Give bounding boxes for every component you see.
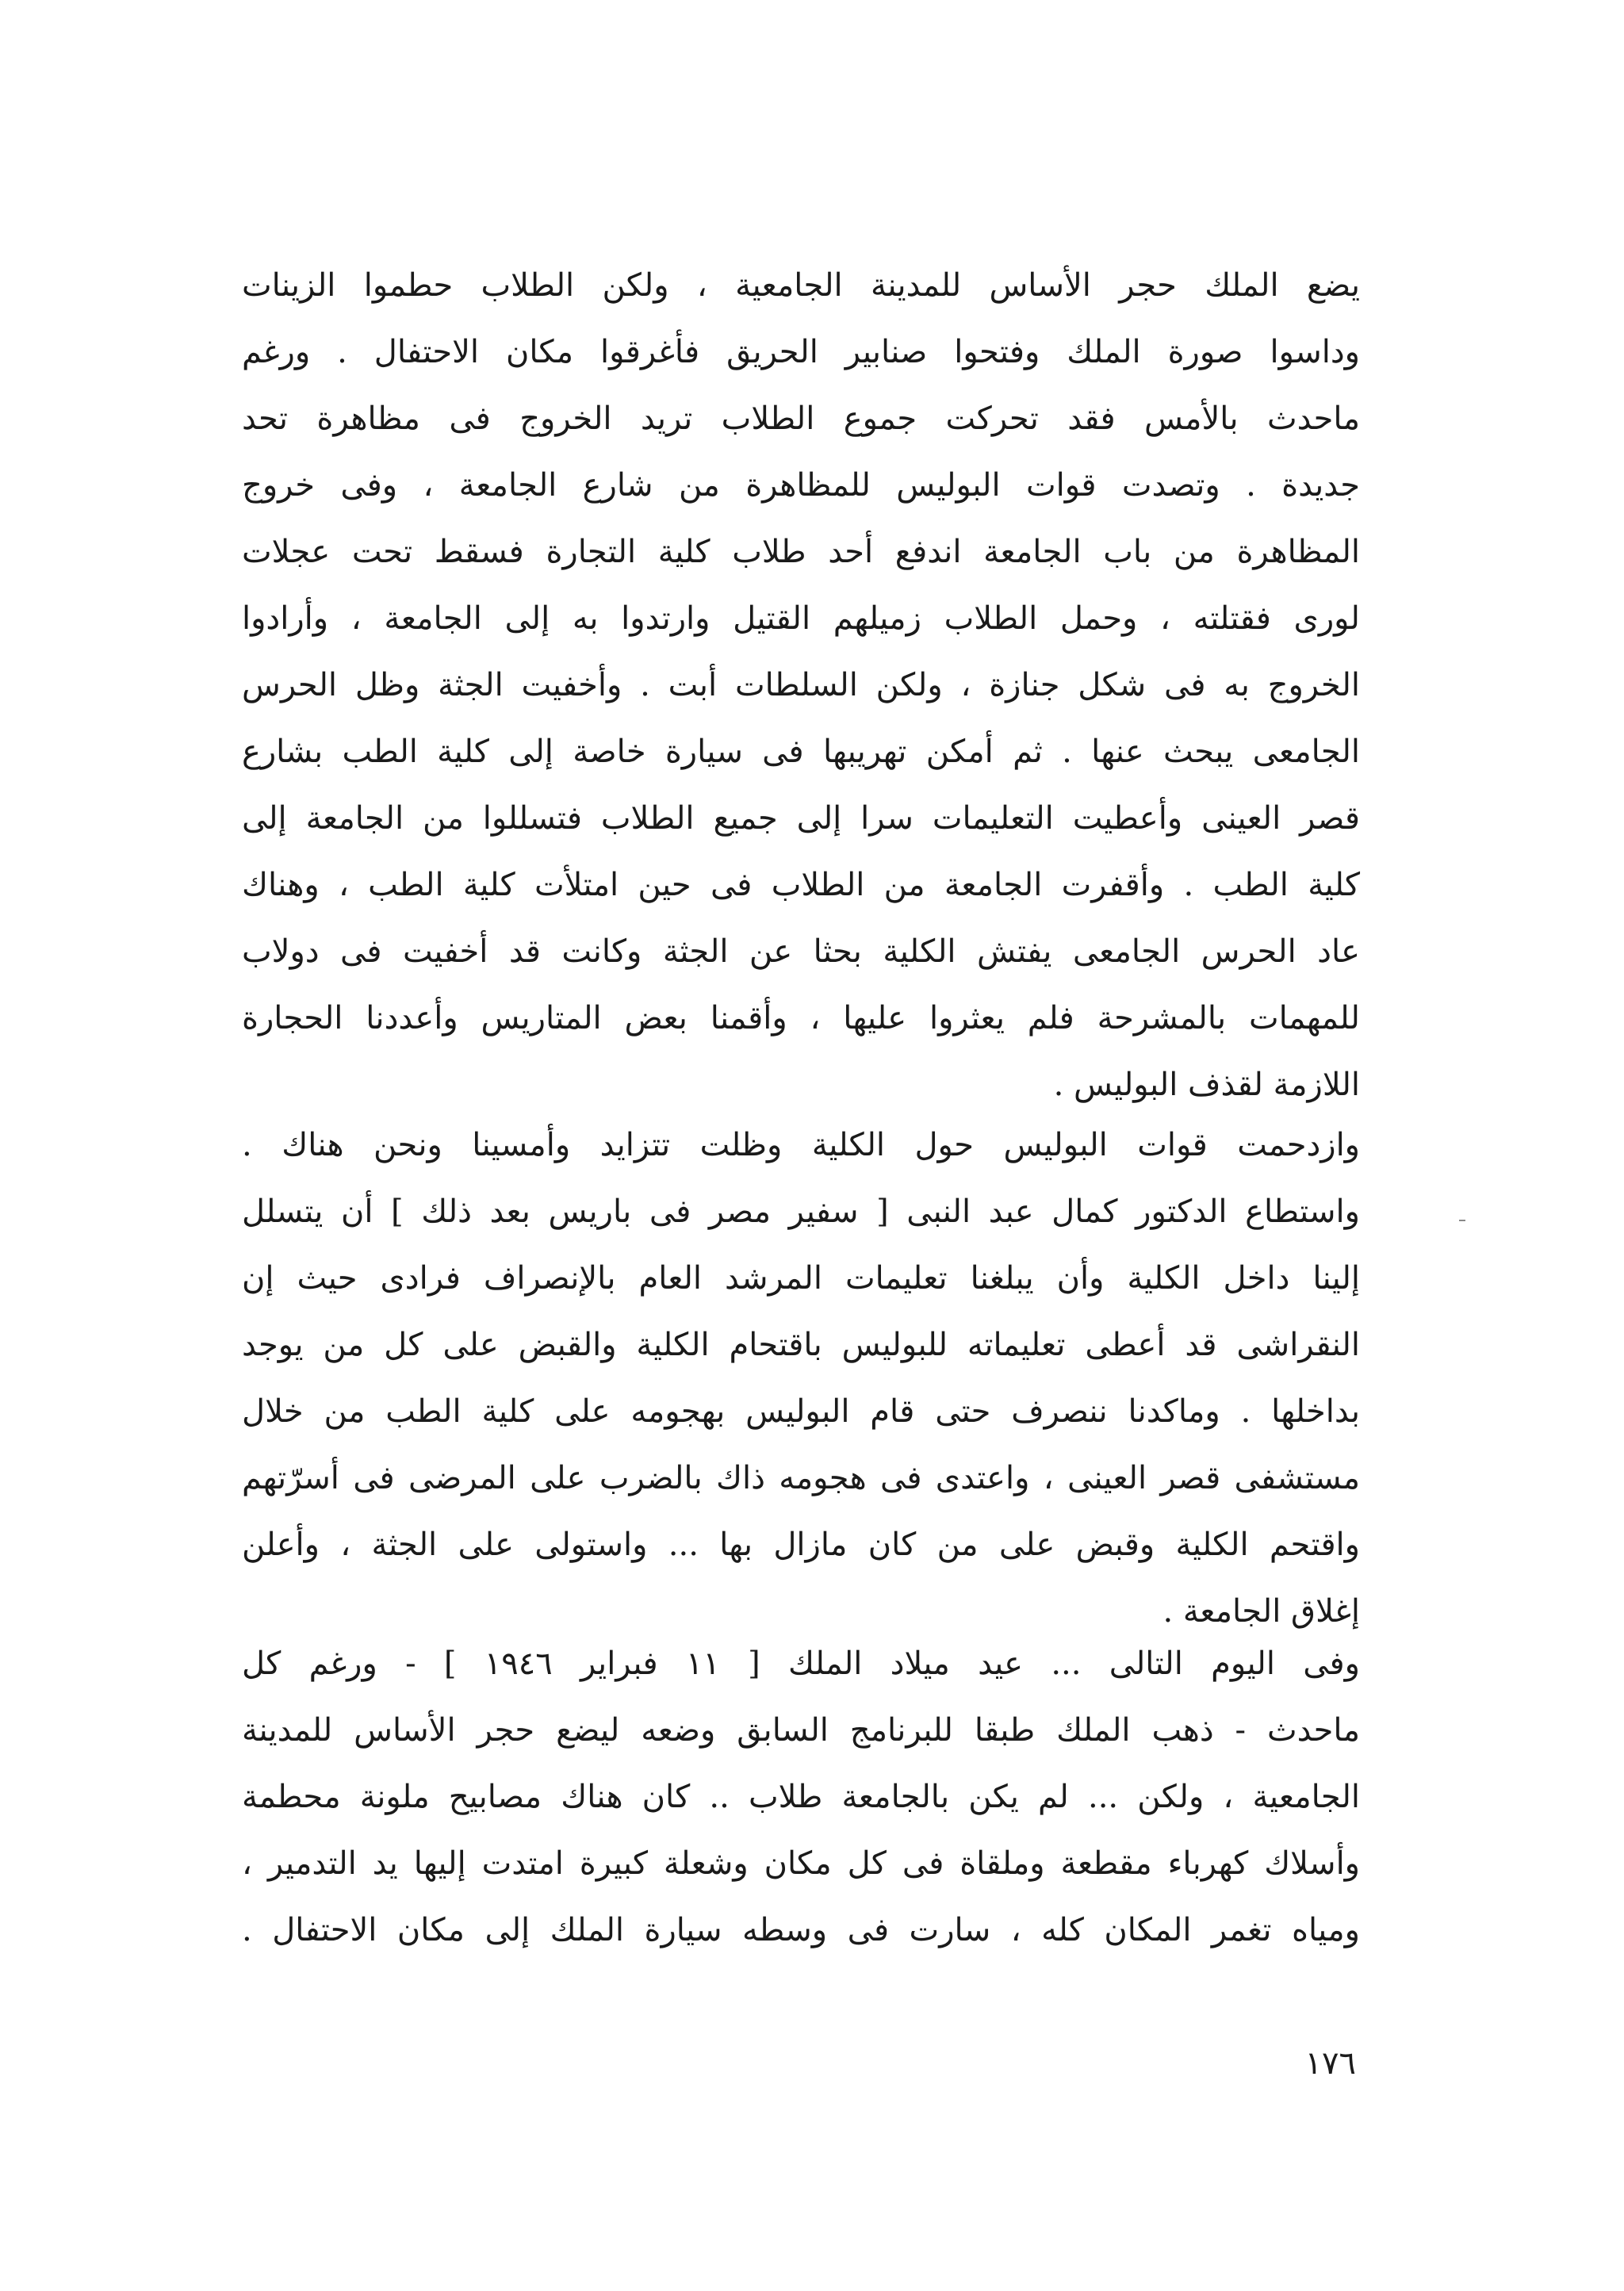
text-line: اللازمة لقذف البوليس . [1053, 1067, 1360, 1103]
text-line: جديدة . وتصدت قوات البوليس للمظاهرة من شارع الجامعة ، وفى خروج [242, 467, 1360, 504]
text-line: المظاهرة من باب الجامعة اندفع أحد طلاب كلية التجارة فسقط تحت عجلات [242, 534, 1360, 570]
text-line: عاد الحرس الجامعى يفتش الكلية بحثا عن الجثة وكانت قد أخفيت فى دولاب [242, 933, 1360, 970]
text-line: واقتحم الكلية وقبض على من كان مازال بها ... واستولى على الجثة ، وأعلن [242, 1527, 1360, 1563]
text-line: إغلاق الجامعة . [1162, 1593, 1360, 1630]
text-line: وأسلاك كهرباء مقطعة وملقاة فى كل مكان وشعلة كبيرة امتدت إليها يد التدمير ، [242, 1845, 1360, 1882]
text-line: ومياه تغمر المكان كله ، سارت فى وسطه سيارة الملك إلى مكان الاحتفال . [242, 1912, 1360, 1948]
text-line: بداخلها . وماكدنا ننصرف حتى قام البوليس بهجومه على كلية الطب من خلال [242, 1393, 1360, 1430]
text-line: الجامعى يبحث عنها . ثم أمكن تهريبها فى سيارة خاصة إلى كلية الطب بشارع [242, 734, 1360, 770]
paragraph-3 [242, 1630, 1360, 1963]
text-line: النقراشى قد أعطى تعليماته للبوليس باقتحام الكلية والقبض على كل من يوجد [242, 1327, 1360, 1363]
text-line: كلية الطب . وأقفرت الجامعة من الطلاب فى حين امتلأت كلية الطب ، وهناك [242, 867, 1360, 903]
text-line: الخروج به فى شكل جنازة ، ولكن السلطات أبت . وأخفيت الجثة وظل الحرس [242, 667, 1360, 703]
text-line: قصر العينى وأعطيت التعليمات سرا إلى جميع الطلاب فتسللوا من الجامعة إلى [242, 800, 1360, 837]
text-line: للمهمات بالمشرحة فلم يعثروا عليها ، وأقمنا بعض المتاريس وأعددنا الحجارة [242, 1000, 1360, 1036]
page-number: ١٧٦ [1304, 2045, 1356, 2082]
paragraph-1 [242, 252, 1360, 1118]
text-line: واستطاع الدكتور كمال عبد النبى [ سفير مصر فى باريس بعد ذلك ] أن يتسلل [242, 1193, 1360, 1230]
text-line: يضع الملك حجر الأساس للمدينة الجامعية ، ولكن الطلاب حطموا الزينات [242, 267, 1360, 304]
text-line: ماحدث - ذهب الملك طبقا للبرنامج السابق وضعه ليضع حجر الأساس للمدينة [242, 1712, 1360, 1749]
text-line: وازدحمت قوات البوليس حول الكلية وظلت تتزايد وأمسينا ونحن هناك . [242, 1127, 1360, 1163]
text-line: الجامعية ، ولكن ... لم يكن بالجامعة طلاب .. كان هناك مصابيح ملونة محطمة [242, 1779, 1360, 1815]
text-line: مستشفى قصر العينى ، واعتدى فى هجومه ذاك بالضرب على المرضى فى أسرّتهم [242, 1460, 1360, 1496]
text-line: إلينا داخل الكلية وأن يبلغنا تعليمات المرشد العام بالإنصراف فرادى حيث إن [242, 1260, 1360, 1297]
text-line: لورى فقتلته ، وحمل الطلاب زميلهم القتيل وارتدوا به إلى الجامعة ، وأرادوا [242, 600, 1360, 637]
text-line: وداسوا صورة الملك وفتحوا صنابير الحريق فأغرقوا مكان الاحتفال . ورغم [242, 334, 1360, 370]
paragraph-2 [242, 1112, 1360, 1645]
margin-mark [1459, 1220, 1465, 1221]
text-line: وفى اليوم التالى ... عيد ميلاد الملك [ ١١ فبراير ١٩٤٦ ] - ورغم كل [242, 1645, 1360, 1682]
text-line: ماحدث بالأمس فقد تحركت جموع الطلاب تريد الخروج فى مظاهرة تحد [242, 400, 1360, 437]
